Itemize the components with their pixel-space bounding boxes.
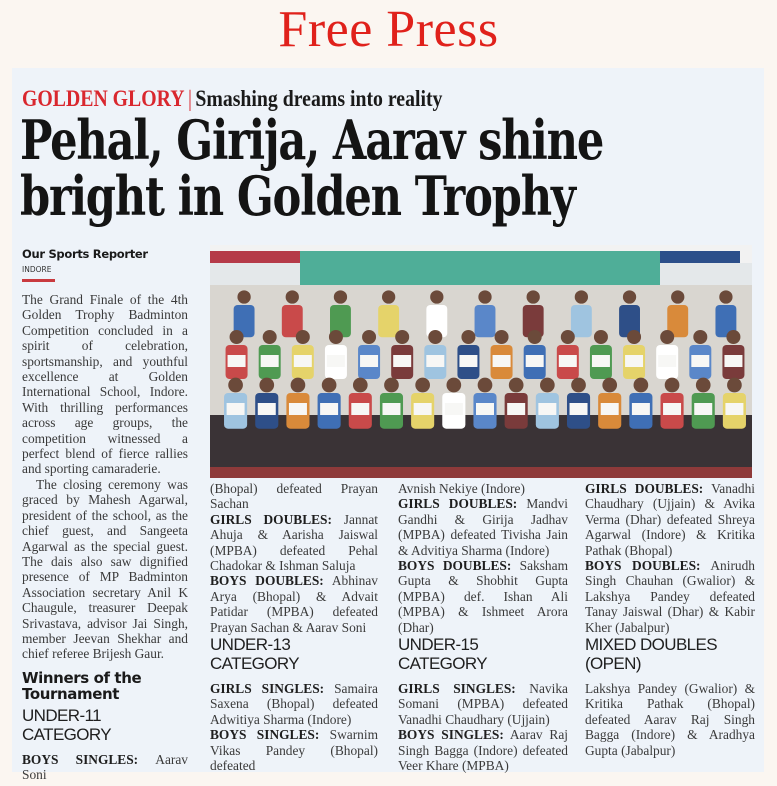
- result-text: Navika Somani (MPBA) defeated Vanadhi Chaudhary (Ujjain): [398, 681, 568, 727]
- result-u11-boys-singles-cont: (Bhopal) defeated Prayan Sachan: [210, 481, 378, 512]
- certificate: [327, 355, 345, 367]
- person-head: [561, 330, 575, 344]
- category-title-line: CATEGORY: [22, 724, 112, 744]
- kicker-tag: GOLDEN GLORY: [22, 86, 185, 111]
- result-text: Abhinav Arya (Bhopal) & Advait Patidar (MPBA) defeated Prayan Sachan & Aarav Soni: [210, 573, 378, 635]
- certificate: [258, 403, 276, 415]
- person-head: [395, 330, 409, 344]
- certificate: [691, 355, 709, 367]
- person-head: [571, 378, 586, 393]
- person-head: [237, 290, 250, 303]
- person-head: [296, 330, 310, 344]
- person-head: [528, 330, 542, 344]
- category-title-line: MIXED DOUBLES: [585, 635, 718, 655]
- person-head: [540, 378, 555, 393]
- result-u15-boys-doubles: [585, 558, 755, 635]
- result-text: Vanadhi Chaudhary (Ujjain) & Avika Verma (Dhar) defeated Shreya Agarwal (Indore) & Kritika Pathak (Bhopal): [585, 481, 755, 558]
- person-head: [263, 330, 277, 344]
- certificate: [360, 355, 378, 367]
- person-head: [527, 290, 540, 303]
- certificate: [351, 403, 369, 415]
- category-title-line: UNDER-15: [398, 635, 479, 655]
- certificate: [559, 355, 577, 367]
- result-label: GIRLS DOUBLES:: [585, 481, 704, 496]
- person-head: [230, 330, 244, 344]
- column-2: [210, 481, 378, 774]
- certificate: [625, 355, 643, 367]
- body-paragraph-1: The Grand Finale of the 4th Golden Trophy Badminton Competition concluded in a spirit of celebration, sportsmanship, and youthful excellence at Golden International School, Indore. With thrilling performances across age groups, the competition witnessed a perfect blend of fierce rallies and sporting camaraderie.: [22, 292, 188, 477]
- person-head: [660, 330, 674, 344]
- certificate: [658, 355, 676, 367]
- group-photo-graphic: [210, 245, 752, 478]
- result-text-part: Aarav Soni: [22, 751, 189, 783]
- person-head: [726, 330, 740, 344]
- certificate: [445, 403, 463, 415]
- result-text: Samaira Saxena (Bhopal) defeated Adwitiya Sharma (Indore): [210, 681, 378, 727]
- person-body: [378, 305, 399, 337]
- person-head: [415, 378, 430, 393]
- person-head: [478, 290, 491, 303]
- person-head: [291, 378, 306, 393]
- person-head: [696, 378, 711, 393]
- certificate: [320, 403, 338, 415]
- certificate: [725, 403, 743, 415]
- result-u15-boys-singles: [398, 727, 568, 773]
- certificate: [601, 403, 619, 415]
- certificate: [426, 355, 444, 367]
- result-u11-boys-singles: [22, 752, 188, 783]
- category-title-line: CATEGORY: [210, 654, 300, 674]
- certificate: [289, 403, 307, 415]
- result-text: Saksham Gupta & Shobhit Gupta (MPBA) def. Ishan Ali (MPBA) & Ishmeet Arora (Dhar): [398, 558, 568, 635]
- column-1: [22, 292, 188, 783]
- result-label: BOYS DOUBLES:: [210, 573, 324, 589]
- result-u11-boys-doubles: [210, 573, 378, 635]
- person-head: [446, 378, 461, 393]
- person-head: [430, 290, 443, 303]
- dateline: INDORE: [22, 265, 52, 274]
- person-head: [665, 378, 680, 393]
- category-title-line: (OPEN): [585, 654, 641, 674]
- dateline-rule: [22, 279, 55, 282]
- body-paragraph-2: The closing ceremony was graced by Mahesh Agarwal, president of the school, as the chief guest, and Sangeeta Agarwal as the special guest. The dais also saw dignified presence of MP Badminton Association secretary Anil K Chaugule, treasurer Deepak Srivastava, advisor Jai Singh, member Jeevan Shekhar and chief referee Brijesh Gaur.: [22, 476, 188, 662]
- certificate: [228, 355, 246, 367]
- person-head: [693, 330, 707, 344]
- category-title-line: UNDER-11: [22, 705, 101, 725]
- result-text: Anirudh Singh Chauhan (Gwalior) & Lakshya Pandey defeated Tanay Jaiswal (Dhar) & Kabir Kher (Jabalpur): [585, 558, 755, 635]
- result-u15-girls-doubles: [585, 481, 755, 558]
- category-heading-mixed: [585, 635, 755, 673]
- result-label: BOYS SINGLES:: [398, 727, 504, 743]
- certificate: [459, 355, 477, 367]
- result-u11-girls-doubles: [210, 512, 378, 574]
- result-label: BOYS SINGLES:: [210, 727, 320, 743]
- result-text: Jannat Ahuja & Aarisha Jaiswal (MPBA) defeated Pehal Chadokar & Ishman Saluja: [210, 511, 379, 574]
- result-u13-girls-doubles: [398, 496, 568, 558]
- person-head: [602, 378, 617, 393]
- person-head: [384, 378, 399, 393]
- certificate: [632, 403, 650, 415]
- person-head: [495, 330, 509, 344]
- category-heading-u11: [22, 706, 188, 744]
- person-head: [594, 330, 608, 344]
- byline-author: Our Sports Reporter: [22, 247, 148, 261]
- result-u13-boys-singles-cont: Avnish Nekiye (Indore): [398, 481, 525, 496]
- certificate: [493, 355, 511, 367]
- category-title-line: UNDER-13: [210, 635, 291, 655]
- result-label: BOYS SINGLES:: [22, 751, 139, 767]
- certificate: [592, 355, 610, 367]
- person-head: [286, 290, 299, 303]
- result-u15-girls-singles: [398, 681, 568, 727]
- person-head: [461, 330, 475, 344]
- person-head: [671, 290, 684, 303]
- person-head: [719, 290, 732, 303]
- category-heading-u15: [398, 635, 568, 673]
- masthead-logo: Free Press: [278, 1, 499, 58]
- person-head: [228, 378, 243, 393]
- result-label: GIRLS DOUBLES:: [210, 511, 332, 527]
- certificate: [538, 403, 556, 415]
- person-head: [727, 378, 742, 393]
- person-head: [362, 330, 376, 344]
- person-head: [623, 290, 636, 303]
- certificate: [663, 403, 681, 415]
- certificate: [414, 403, 432, 415]
- result-text: Mandvi Gandhi & Girija Jadhav (MPBA) defeated Tivisha Jain & Advitiya Sharma (Indore): [398, 496, 568, 558]
- certificate: [694, 403, 712, 415]
- person-body: [571, 305, 592, 337]
- certificate: [393, 355, 411, 367]
- category-heading-u13: [210, 635, 378, 673]
- winners-heading: Winners of the Tournament: [22, 668, 142, 703]
- kicker-separator: |: [187, 86, 192, 111]
- category-title-line: CATEGORY: [398, 654, 488, 674]
- person-head: [428, 330, 442, 344]
- certificate: [382, 403, 400, 415]
- person-head: [509, 378, 524, 393]
- certificate: [261, 355, 279, 367]
- headline-line-2: bright in Golden Trophy: [20, 164, 575, 228]
- result-label: BOYS DOUBLES:: [585, 558, 701, 574]
- result-label: BOYS DOUBLES:: [398, 558, 512, 574]
- certificate: [507, 403, 525, 415]
- result-u13-boys-doubles: [398, 558, 568, 635]
- result-label: GIRLS SINGLES:: [210, 681, 325, 697]
- person-head: [382, 290, 395, 303]
- person-head: [322, 378, 337, 393]
- person-head: [353, 378, 368, 393]
- person-head: [334, 290, 347, 303]
- certificate: [294, 355, 312, 367]
- certificate: [476, 403, 494, 415]
- person-head: [478, 378, 493, 393]
- person-head: [575, 290, 588, 303]
- column-3: [398, 481, 568, 774]
- column-4: [585, 481, 755, 758]
- result-u13-girls-singles: [210, 681, 378, 727]
- certificate: [526, 355, 544, 367]
- article-photo: [210, 245, 752, 478]
- certificate: [227, 403, 245, 415]
- person-head: [329, 330, 343, 344]
- person-head: [634, 378, 649, 393]
- person-body: [475, 305, 496, 337]
- result-text: Aarav Raj Singh Bagga (Indore) defeated Veer Khare (MPBA): [398, 727, 568, 774]
- result-label: GIRLS SINGLES:: [398, 681, 516, 697]
- result-mixed-doubles: Lakshya Pandey (Gwalior) & Kritika Pathak (Bhopal) defeated Aarav Raj Singh Bagga (Indore) & Aradhya Gupta (Jabalpur): [585, 681, 755, 758]
- result-label: GIRLS DOUBLES:: [398, 496, 518, 512]
- person-head: [259, 378, 274, 393]
- certificate: [724, 355, 742, 367]
- headline-line-1: Pehal, Girija, Aarav shine: [20, 108, 604, 172]
- person-head: [627, 330, 641, 344]
- headline: [20, 108, 740, 228]
- result-text-part: Swarnim Vikas Pandey (Bhopal) defeated: [210, 727, 378, 774]
- certificate: [570, 403, 588, 415]
- result-u13-boys-singles: [210, 727, 378, 773]
- kicker-subhead: Smashing dreams into reality: [195, 86, 443, 111]
